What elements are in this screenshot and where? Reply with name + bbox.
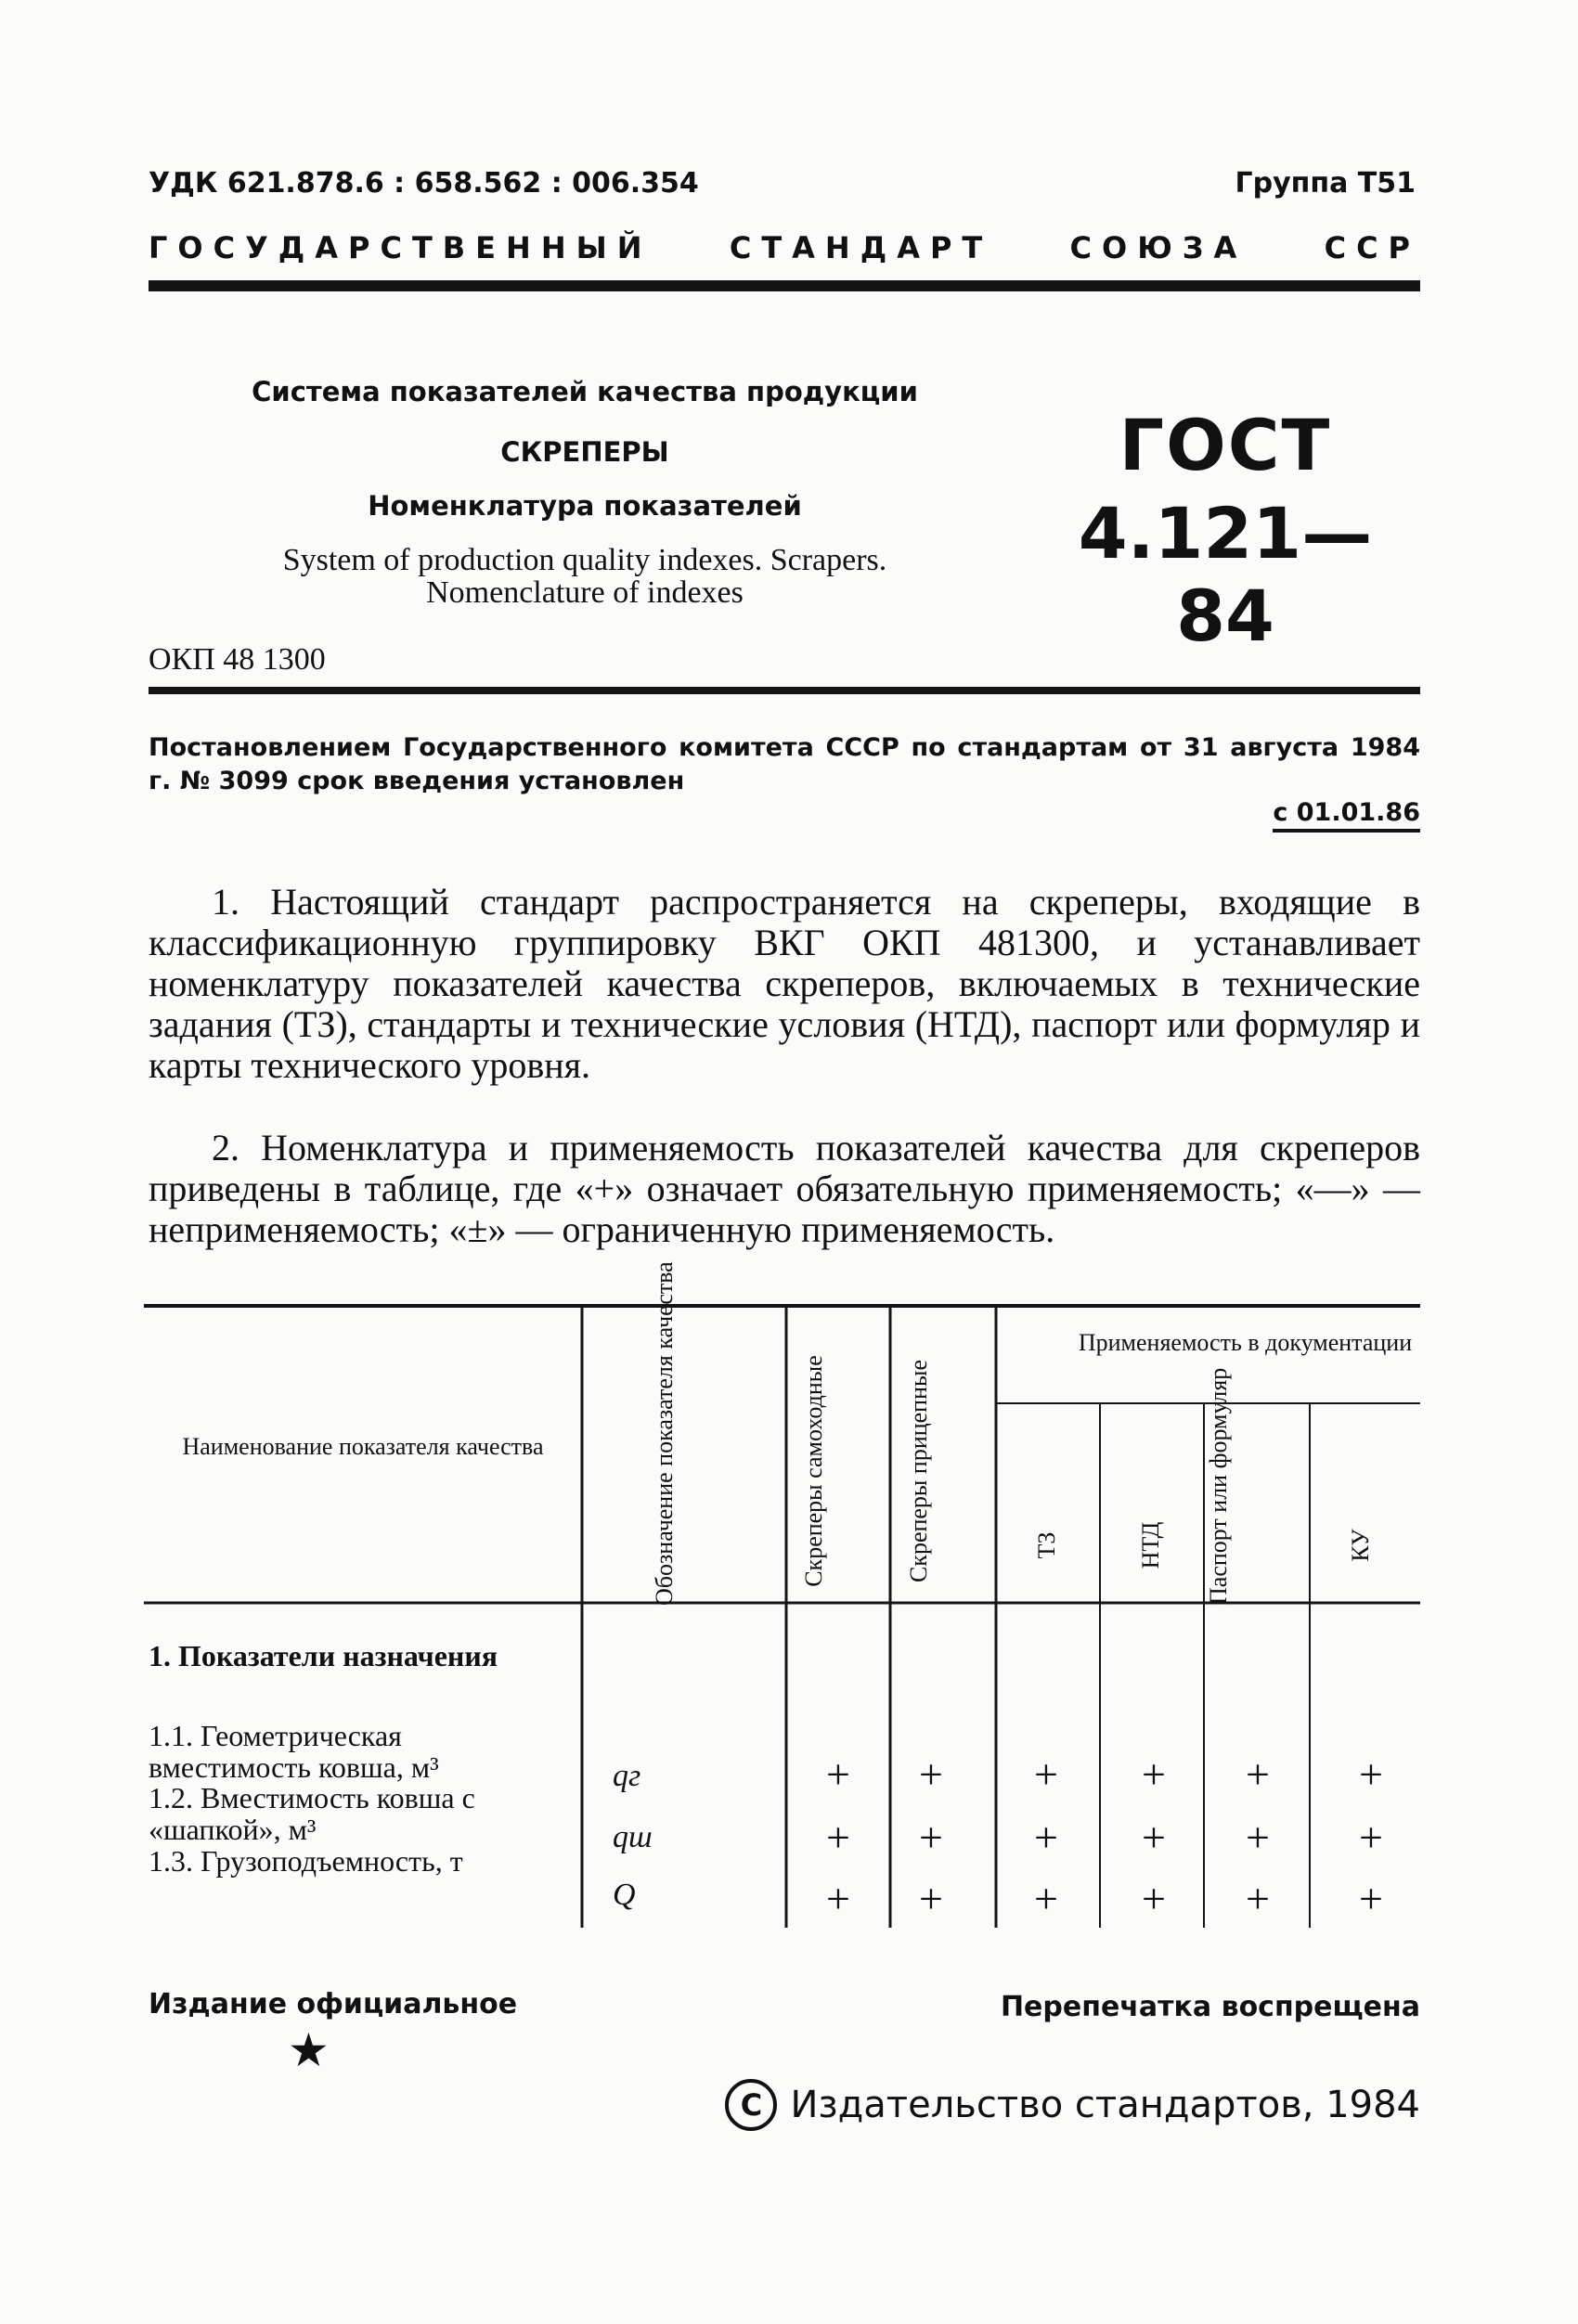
reprint-prohibited: Перепечатка воспрещена [1000, 1991, 1420, 2023]
banner-word: ССР [1324, 230, 1420, 265]
plus-mark: + [1034, 1750, 1058, 1798]
applicability-table [144, 1261, 1420, 1928]
star-icon: ★ [288, 2024, 330, 2076]
official-edition: Издание официальное [149, 1988, 518, 2021]
plus-mark: + [1034, 1875, 1058, 1922]
banner-word: ГОСУДАРСТВЕННЫЙ [149, 230, 653, 265]
header-ntd: НТД [1137, 1521, 1164, 1569]
banner-word: СТАНДАРТ [729, 230, 993, 265]
header-tz: ТЗ [1033, 1531, 1060, 1559]
table-row-symbol: Q [613, 1878, 636, 1912]
title-rule [149, 687, 1420, 694]
udk-code: УДК 621.878.6 : 658.562 : 006.354 [149, 167, 699, 200]
english-title-line1: System of production quality indexes. Scrapers. [282, 543, 887, 577]
table-row-label: 1.1. Геометрическая вместимость ковша, м³ [149, 1719, 439, 1784]
header-ku: КУ [1347, 1529, 1374, 1562]
plus-mark: + [1246, 1875, 1270, 1922]
plus-mark: + [826, 1875, 850, 1922]
plus-mark: + [1142, 1814, 1166, 1861]
product-name: СКРЕПЕРЫ [500, 436, 669, 468]
okp-code: ОКП 48 1300 [149, 642, 326, 677]
plus-mark: + [1359, 1750, 1383, 1798]
header-rule [149, 280, 1420, 291]
plus-mark: + [826, 1750, 850, 1798]
table-row-label: 1.2. Вместимость ковша с «шапкой», м³ [149, 1781, 475, 1846]
plus-mark: + [919, 1875, 943, 1922]
table-row-symbol: qг [613, 1759, 641, 1793]
plus-mark: + [1142, 1750, 1166, 1798]
plus-mark: + [919, 1814, 943, 1861]
copyright-icon: C [725, 2079, 777, 2131]
state-standard-banner [149, 230, 1420, 265]
group-code: Группа Т51 [1235, 167, 1416, 200]
paragraph-2: 2. Номенклатура и применяемость показателей качества для скреперов приведены в таблице, где «+» означает обязательную применяемость; «—» — неприменяемость; «±» — ограниченную применяемость. [149, 1127, 1420, 1250]
header-applicability: Применяемость в документации [1078, 1329, 1413, 1356]
plus-mark: + [1359, 1814, 1383, 1861]
system-title: Система показателей качества продукции [252, 376, 918, 407]
publisher-name: Издательство стандартов, 1984 [790, 2084, 1420, 2126]
plus-mark: + [919, 1750, 943, 1798]
header-trailed: Скреперы прицепные [905, 1359, 932, 1583]
table-row-label: 1.3. Грузоподъемность, т [149, 1844, 463, 1878]
nomenclature-title: Номенклатура показателей [368, 490, 802, 522]
table-row-symbol: qш [613, 1820, 653, 1854]
publisher-line [725, 2079, 1420, 2131]
header-self-propelled: Скреперы самоходные [800, 1355, 827, 1587]
paragraph-1: 1. Настоящий стандарт распространяется на скреперы, входящие в классификационную группировку ВКГ ОКП 481300, и устанавливает номенклатуру показателей качества скреперов, включаемых в технические задания (ТЗ), стандарты и технические условия (НТД), паспорт или формуляр и карты технического уровня. [149, 881, 1420, 1086]
header-passport: Паспорт или формуляр [1205, 1367, 1232, 1605]
plus-mark: + [1142, 1875, 1166, 1922]
section-heading: 1. Показатели назначения [149, 1639, 498, 1672]
english-title-line2: Nomenclature of indexes [426, 575, 744, 610]
banner-word: СОЮЗА [1069, 230, 1248, 265]
plus-mark: + [1359, 1875, 1383, 1922]
header-indicator-symbol: Обозначение показателя качества [651, 1261, 678, 1606]
plus-mark: + [1246, 1814, 1270, 1861]
gost-number: 4.121—84 [1078, 492, 1373, 657]
decree-text: Постановлением Государственного комитета СССР по стандартам от 31 августа 1984 г. № 3099 срок введения установлен [149, 733, 1420, 795]
plus-mark: + [1034, 1814, 1058, 1861]
effective-date: с 01.01.86 [1273, 798, 1420, 833]
gost-label: ГОСТ [1119, 404, 1332, 486]
plus-mark: + [826, 1814, 850, 1861]
header-indicator-name: Наименование показателя качества [182, 1433, 544, 1460]
plus-mark: + [1246, 1750, 1270, 1798]
